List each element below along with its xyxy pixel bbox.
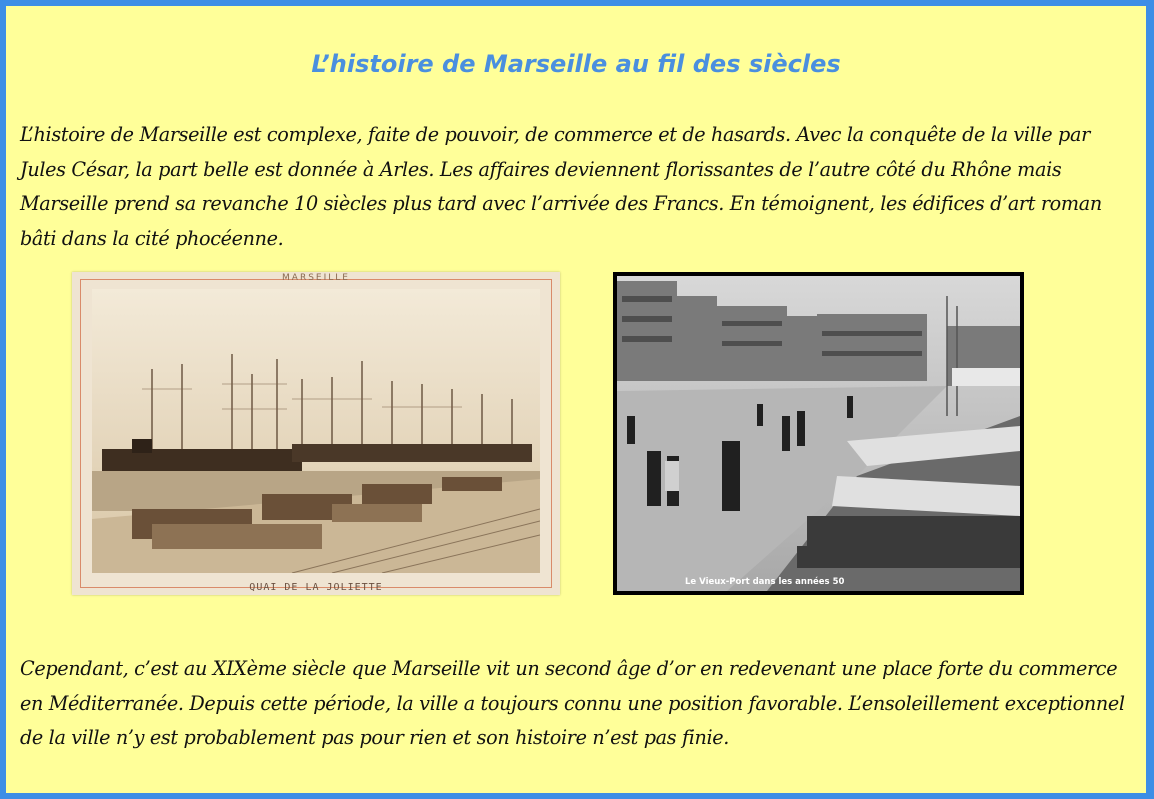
photo-quai-de-la-joliette	[72, 272, 560, 595]
closing-paragraph: Cependant, c’est au XIXème siècle que Marseille vit un second âge d’or en redevenant une place forte du commerce en Méditerranée. Depuis cette période, la ville a toujours connu une position favorable. L’ensoleillement exceptionnel de la ville n’y est probablement pas pour rien et son histoire n’est pas finie.	[20, 657, 1125, 749]
photo2-caption: Le Vieux-Port dans les années 50	[685, 577, 845, 587]
photo1-top-label: MARSEILLE	[282, 273, 350, 283]
vieux-port-bw-illustration	[617, 276, 1020, 591]
harbor-sepia-illustration	[92, 289, 540, 573]
intro-paragraph: L’histoire de Marseille est complexe, faite de pouvoir, de commerce et de hasards. Avec la conquête de la ville par Jules César, la part belle est donnée à Arles. Les affaires deviennent florissantes de l’autre côté du Rhône mais Marseille prend sa revanche 10 siècles plus tard avec l’arrivée des Francs. En témoignent, les édifices d’art roman bâti dans la cité phocéenne.	[20, 123, 1102, 250]
photo1-bottom-label: QUAI DE LA JOLIETTE	[249, 582, 383, 593]
photo-vieux-port	[613, 272, 1024, 595]
page-title: L’histoire de Marseille au fil des siècles	[311, 50, 841, 78]
page-frame	[6, 6, 1146, 793]
